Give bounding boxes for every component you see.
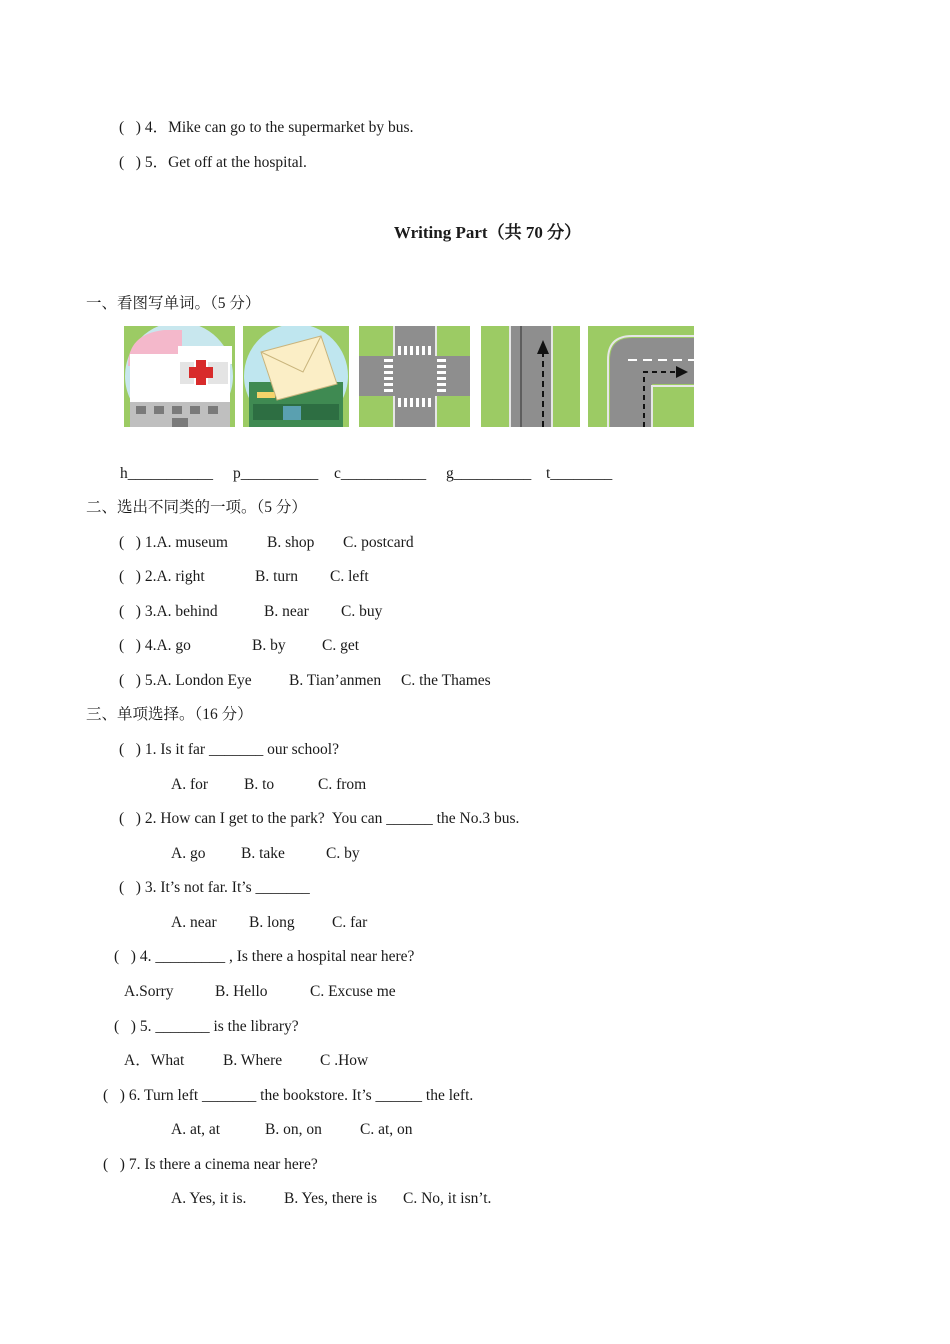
listening-item-5: ( ) 5．Get off at the hospital. [119, 154, 307, 171]
blank-g[interactable]: g__________ [446, 465, 532, 482]
turn-right-icon [588, 326, 694, 427]
crossing-icon [359, 326, 470, 427]
blank-c[interactable]: c___________ [334, 465, 427, 482]
post-office-icon [243, 326, 349, 427]
blank-h[interactable]: h___________ [120, 465, 213, 482]
listening-item-4: ( ) 4．Mike can go to the supermarket by bus. [119, 119, 414, 136]
blank-t[interactable]: t________ [546, 465, 613, 482]
section1-heading: 一、看图写单词。（5 分） [86, 295, 261, 312]
section3-heading: 三、单项选择。（16 分） [86, 706, 253, 723]
writing-part-title: Writing Part（共 70 分） [393, 223, 582, 242]
blank-p[interactable]: p__________ [233, 465, 319, 482]
section2-heading: 二、选出不同类的一项。（5 分） [86, 499, 307, 516]
hospital-icon [124, 326, 235, 427]
go-straight-icon [481, 326, 580, 427]
